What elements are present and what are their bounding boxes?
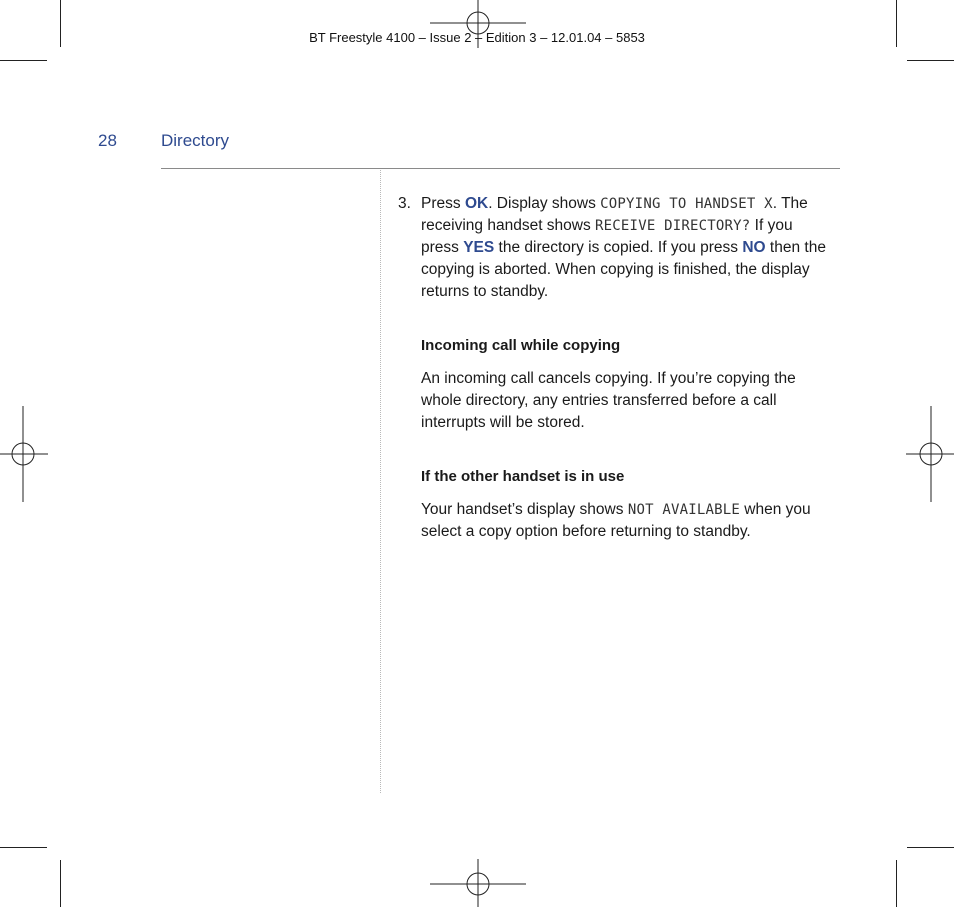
main-content (398, 193, 830, 543)
page-number: 28 (98, 131, 117, 150)
display-text-copying: COPYING TO HANDSET X (600, 196, 773, 212)
header-rule (161, 168, 840, 169)
no-key-label: NO (742, 239, 766, 256)
incoming-call-heading: Incoming call while copying (421, 337, 621, 354)
step-text: Press OK. Display shows COPYING TO HANDSET X. The receiving handset shows RECEIVE DIRECTORY? If you press YES the directory is copied. If you press NO then the copying is aborted. When copying is finished, the display returns to standby. (421, 195, 826, 300)
display-text-receive: RECEIVE DIRECTORY? (595, 218, 751, 234)
section-title: Directory (161, 131, 230, 150)
registration-mark-right (906, 406, 954, 502)
handset-in-use-text: Your handset’s display shows NOT AVAILABLE when you select a copy option before returning to standby. (421, 501, 811, 540)
crop-mark (0, 847, 47, 848)
column-divider (380, 170, 381, 793)
crop-mark (907, 847, 954, 848)
crop-mark (0, 60, 47, 61)
step-number: 3. (398, 195, 411, 212)
incoming-call-text: An incoming call cancels copying. If you’re copying the whole directory, any entries transferred before a call interrupts will be stored. (421, 370, 796, 431)
crop-mark (60, 860, 61, 907)
yes-key-label: YES (463, 239, 495, 256)
ok-key-label: OK (464, 195, 489, 212)
registration-mark-bottom (430, 859, 526, 907)
print-info: BT Freestyle 4100 – Issue 2 – Edition 3 – 12.01.04 – 5853 (309, 30, 645, 45)
crop-mark (896, 860, 897, 907)
handset-in-use-heading: If the other handset is in use (421, 468, 625, 485)
registration-mark-left (0, 406, 48, 502)
display-text-not-available: NOT AVAILABLE (627, 502, 740, 518)
crop-mark (907, 60, 954, 61)
step-3 (398, 193, 830, 303)
